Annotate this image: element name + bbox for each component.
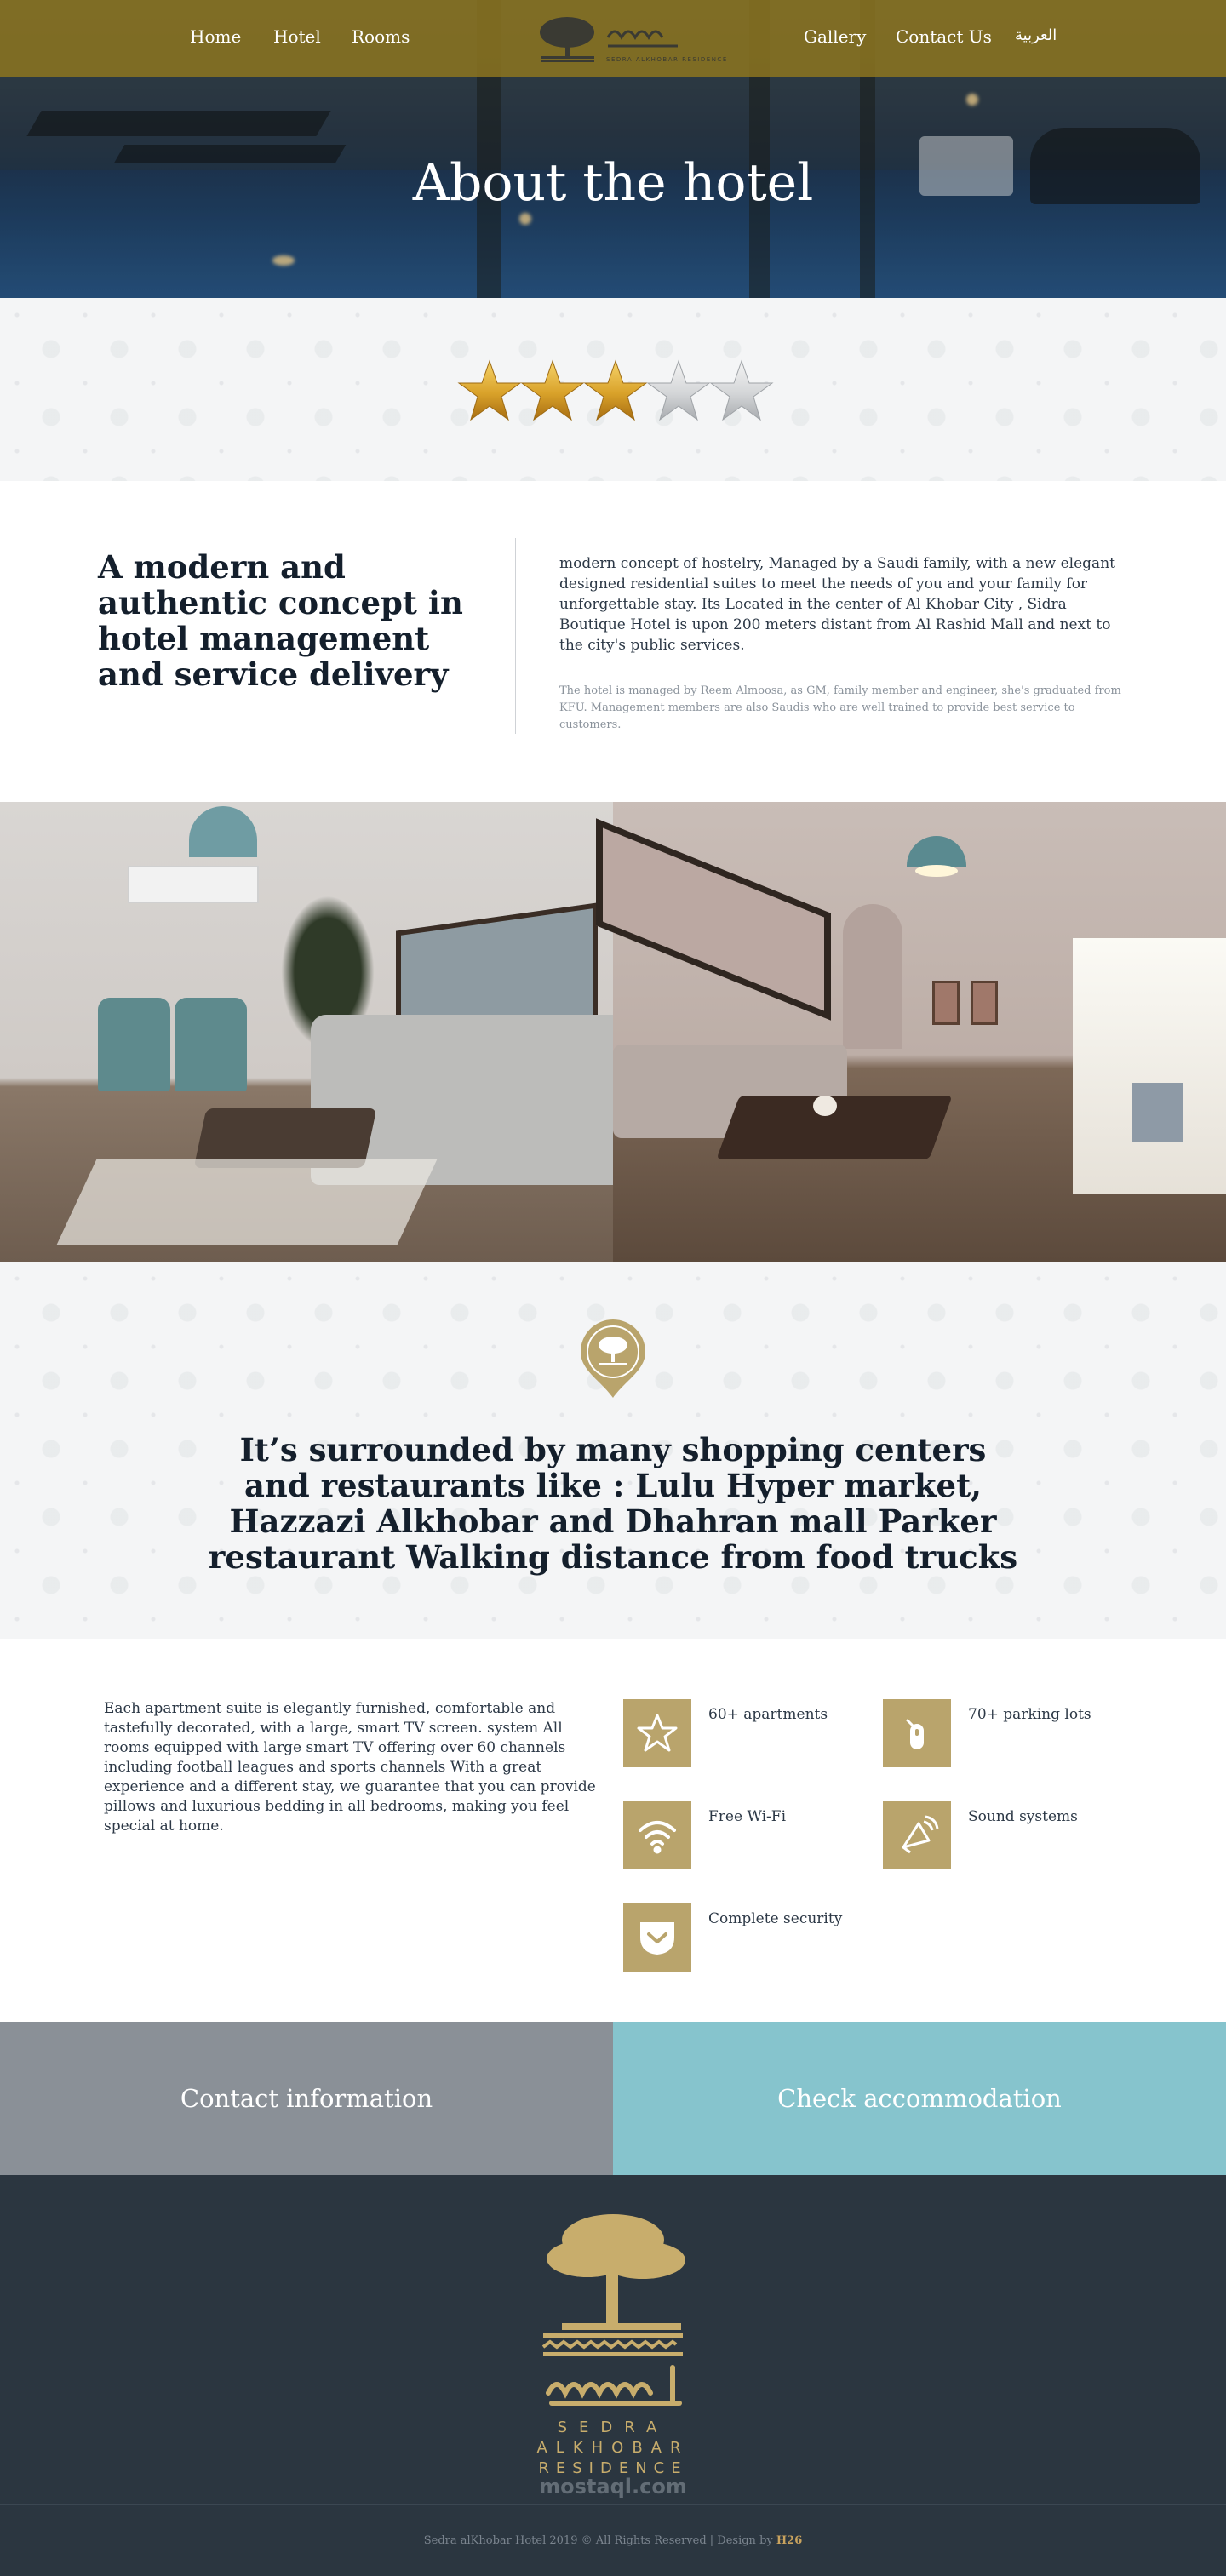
management-note: The hotel is managed by Reem Almoosa, as GM, family member and engineer, she's graduated from KFU. Management members are also Saudis who are well trained to provide best service to customers.	[559, 684, 1121, 731]
star-filled-icon	[585, 361, 646, 420]
footer-logo-line3: RESIDENCE	[538, 2459, 688, 2477]
designer-link[interactable]: H26	[776, 2534, 803, 2547]
surroundings-text: It’s surrounded by many shopping centers and restaurants like : Lulu Hyper market, Hazzazi Alkhobar and Dhahran mall Parker restaurant Walking distance from food trucks	[208, 1431, 1018, 1576]
star-empty-icon	[648, 361, 709, 420]
pendant-lamp	[907, 836, 966, 867]
page-title: About the hotel	[412, 153, 814, 213]
nav-home[interactable]: Home	[190, 26, 242, 47]
arched-doorway	[843, 904, 902, 1049]
intro-paragraph: modern concept of hostelry, Managed by a Saudi family, with a new elegant designed residential suites to meet the needs of you and your family for unforgettable stay. Its Located in the center of Al Khobar City , Sidra Boutique Hotel is upon 200 meters distant from Al Rashid Mall and next to the city's public services.	[559, 555, 1115, 654]
logo-text: SEDRA ALKHOBAR RESIDENCE	[606, 56, 728, 63]
lamp-glow	[915, 865, 958, 877]
kitchenette	[1073, 938, 1226, 1194]
nav-hotel[interactable]: Hotel	[273, 26, 321, 47]
wall-mirror	[596, 818, 831, 1021]
nav-contact-us[interactable]: Contact Us	[896, 26, 992, 47]
feature-label: 70+ parking lots	[968, 1706, 1091, 1723]
feature-label: Sound systems	[968, 1808, 1078, 1825]
copyright-text: Sedra alKhobar Hotel 2019 © All Rights Reserved | Design by	[423, 2534, 773, 2547]
check-accommodation-button[interactable]: Check accommodation	[613, 2022, 1226, 2175]
air-conditioner	[128, 866, 259, 903]
star-filled-icon	[522, 361, 583, 420]
footer	[0, 2175, 1226, 2576]
footer-logo-line2: ALKHOBAR	[536, 2439, 690, 2457]
hero-banner	[0, 0, 1226, 298]
feature-label: Free Wi-Fi	[708, 1808, 787, 1825]
speaker-icon	[883, 1801, 951, 1869]
footer-divider	[0, 2504, 1226, 2505]
nav-rooms[interactable]: Rooms	[352, 26, 410, 47]
star-empty-icon	[711, 361, 772, 420]
rug	[57, 1159, 438, 1245]
wall-art	[971, 981, 998, 1025]
intro-heading: A modern and authentic concept in hotel management and service delivery	[98, 548, 463, 693]
star-rating	[458, 356, 773, 424]
pendant-lamp	[189, 806, 257, 857]
intro-divider	[515, 538, 516, 734]
contact-information-button[interactable]: Contact information	[0, 2022, 613, 2175]
living-room-photo-right	[613, 802, 1226, 1262]
location-pin-icon	[579, 1318, 647, 1400]
star-icon	[623, 1699, 691, 1767]
armchair	[175, 998, 247, 1091]
footer-logo[interactable]	[528, 2206, 698, 2500]
wifi-icon	[623, 1801, 691, 1869]
footer-logo-line1: SEDRA	[557, 2419, 669, 2436]
apartment-description: Each apartment suite is elegantly furnished, comfortable and tastefully decorated, with a large, smart TV screen. system All rooms equipped with large smart TV offering over 60 channels including football leagues and sports channels With a great experience and a different stay, we guarantee that you can provide pillows and luxurious bedding in all bedrooms, making you feel special at home.	[104, 1700, 596, 1835]
feature-label: 60+ apartments	[708, 1706, 828, 1723]
car-key-icon	[883, 1699, 951, 1767]
wall-art	[932, 981, 960, 1025]
watermark: mostaql.com	[539, 2475, 687, 2499]
nav-language-arabic[interactable]: العربية	[1015, 26, 1057, 44]
copyright	[0, 2534, 1226, 2547]
living-room-photo-left	[0, 802, 613, 1262]
kitchen-cabinet	[1132, 1083, 1183, 1142]
star-filled-icon	[459, 361, 520, 420]
decor-vase	[813, 1096, 837, 1116]
sedra-logo[interactable]	[535, 12, 728, 66]
shield-icon	[623, 1903, 691, 1972]
armchair	[98, 998, 170, 1091]
feature-label: Complete security	[708, 1910, 843, 1927]
nav-gallery[interactable]: Gallery	[804, 26, 867, 47]
navbar	[0, 0, 1226, 77]
